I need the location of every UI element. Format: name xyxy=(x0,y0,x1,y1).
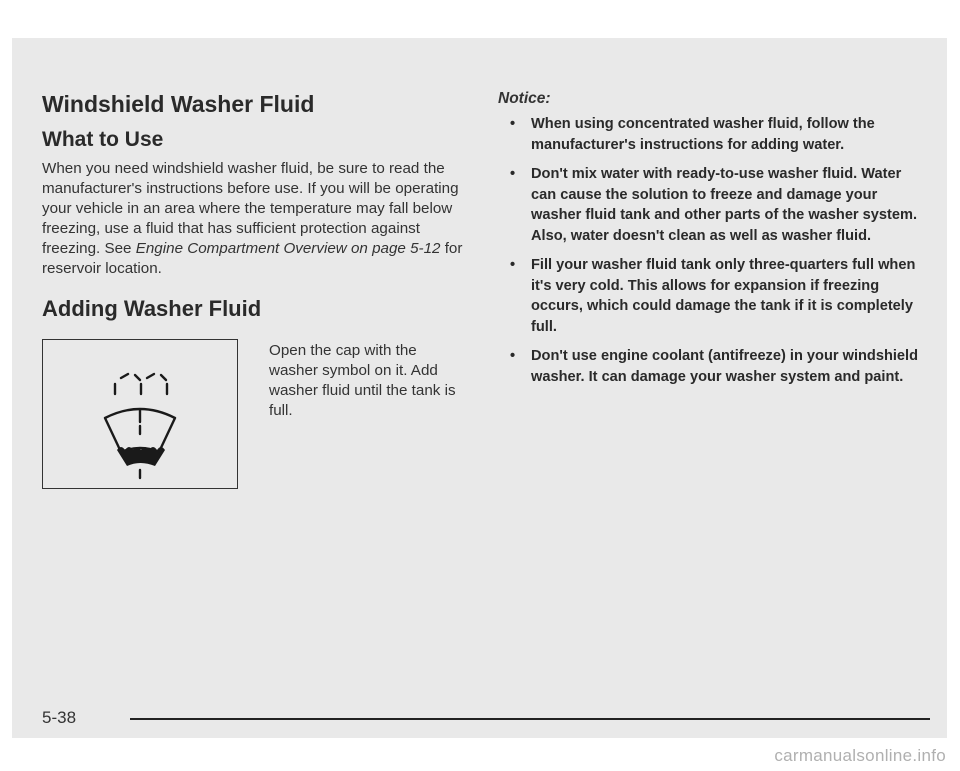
bullet-icon: • xyxy=(510,116,516,132)
watermark: carmanualsonline.info xyxy=(774,746,946,765)
manual-page xyxy=(12,38,947,738)
notice-item-text: When using concentrated washer fluid, follow the manufacturer's instructions for adding water. xyxy=(531,116,875,153)
paragraph-text-start: When you need windshield washer fluid, be sure to read the manufacturer's instructions before use. If you will be operating your vehicle in an area where the temperature may fall below freezing, use a fluid that has sufficient protection against freezing. See xyxy=(42,160,459,257)
windshield-washer-icon xyxy=(43,340,237,488)
notice-item xyxy=(498,255,928,337)
adding-washer-fluid-heading: Adding Washer Fluid xyxy=(42,296,262,321)
notice-item xyxy=(498,114,928,155)
bullet-icon: • xyxy=(510,166,516,182)
notice-title: Notice: xyxy=(498,90,551,107)
figure-instructions: Open the cap with the washer symbol on it. Add washer fluid until the tank is full. xyxy=(269,341,456,419)
notice-item-text: Don't mix water with ready-to-use washer fluid. Water can cause the solution to freeze and damage your washer fluid tank and other parts of the washer system. Also, water doesn't clean as well as washer fluid. xyxy=(531,166,918,244)
right-column xyxy=(498,90,928,396)
what-to-use-paragraph xyxy=(42,159,482,279)
page-number: 5-38 xyxy=(42,708,77,727)
page-title: Windshield Washer Fluid xyxy=(42,91,315,117)
bullet-icon: • xyxy=(510,348,516,364)
paragraph-text-end: for reservoir location. xyxy=(42,240,463,277)
left-column xyxy=(42,90,482,499)
footer-divider xyxy=(130,718,930,720)
notice-item-text: Don't use engine coolant (antifreeze) in your windshield washer. It can damage your washer system and paint. xyxy=(531,348,918,385)
washer-symbol-figure xyxy=(42,339,238,489)
notice-item xyxy=(498,346,928,387)
what-to-use-heading: What to Use xyxy=(42,127,164,151)
bullet-icon: • xyxy=(510,257,516,273)
washer-figure-row xyxy=(42,339,482,499)
engine-compartment-reference[interactable]: Engine Compartment Overview on page 5-12 xyxy=(135,240,441,257)
notice-item-text: Fill your washer fluid tank only three-quarters full when it's very cold. This allows for expansion if freezing occurs, which could damage the tank if it is completely full. xyxy=(531,257,916,335)
notice-item xyxy=(498,164,928,246)
notice-list xyxy=(498,114,928,387)
